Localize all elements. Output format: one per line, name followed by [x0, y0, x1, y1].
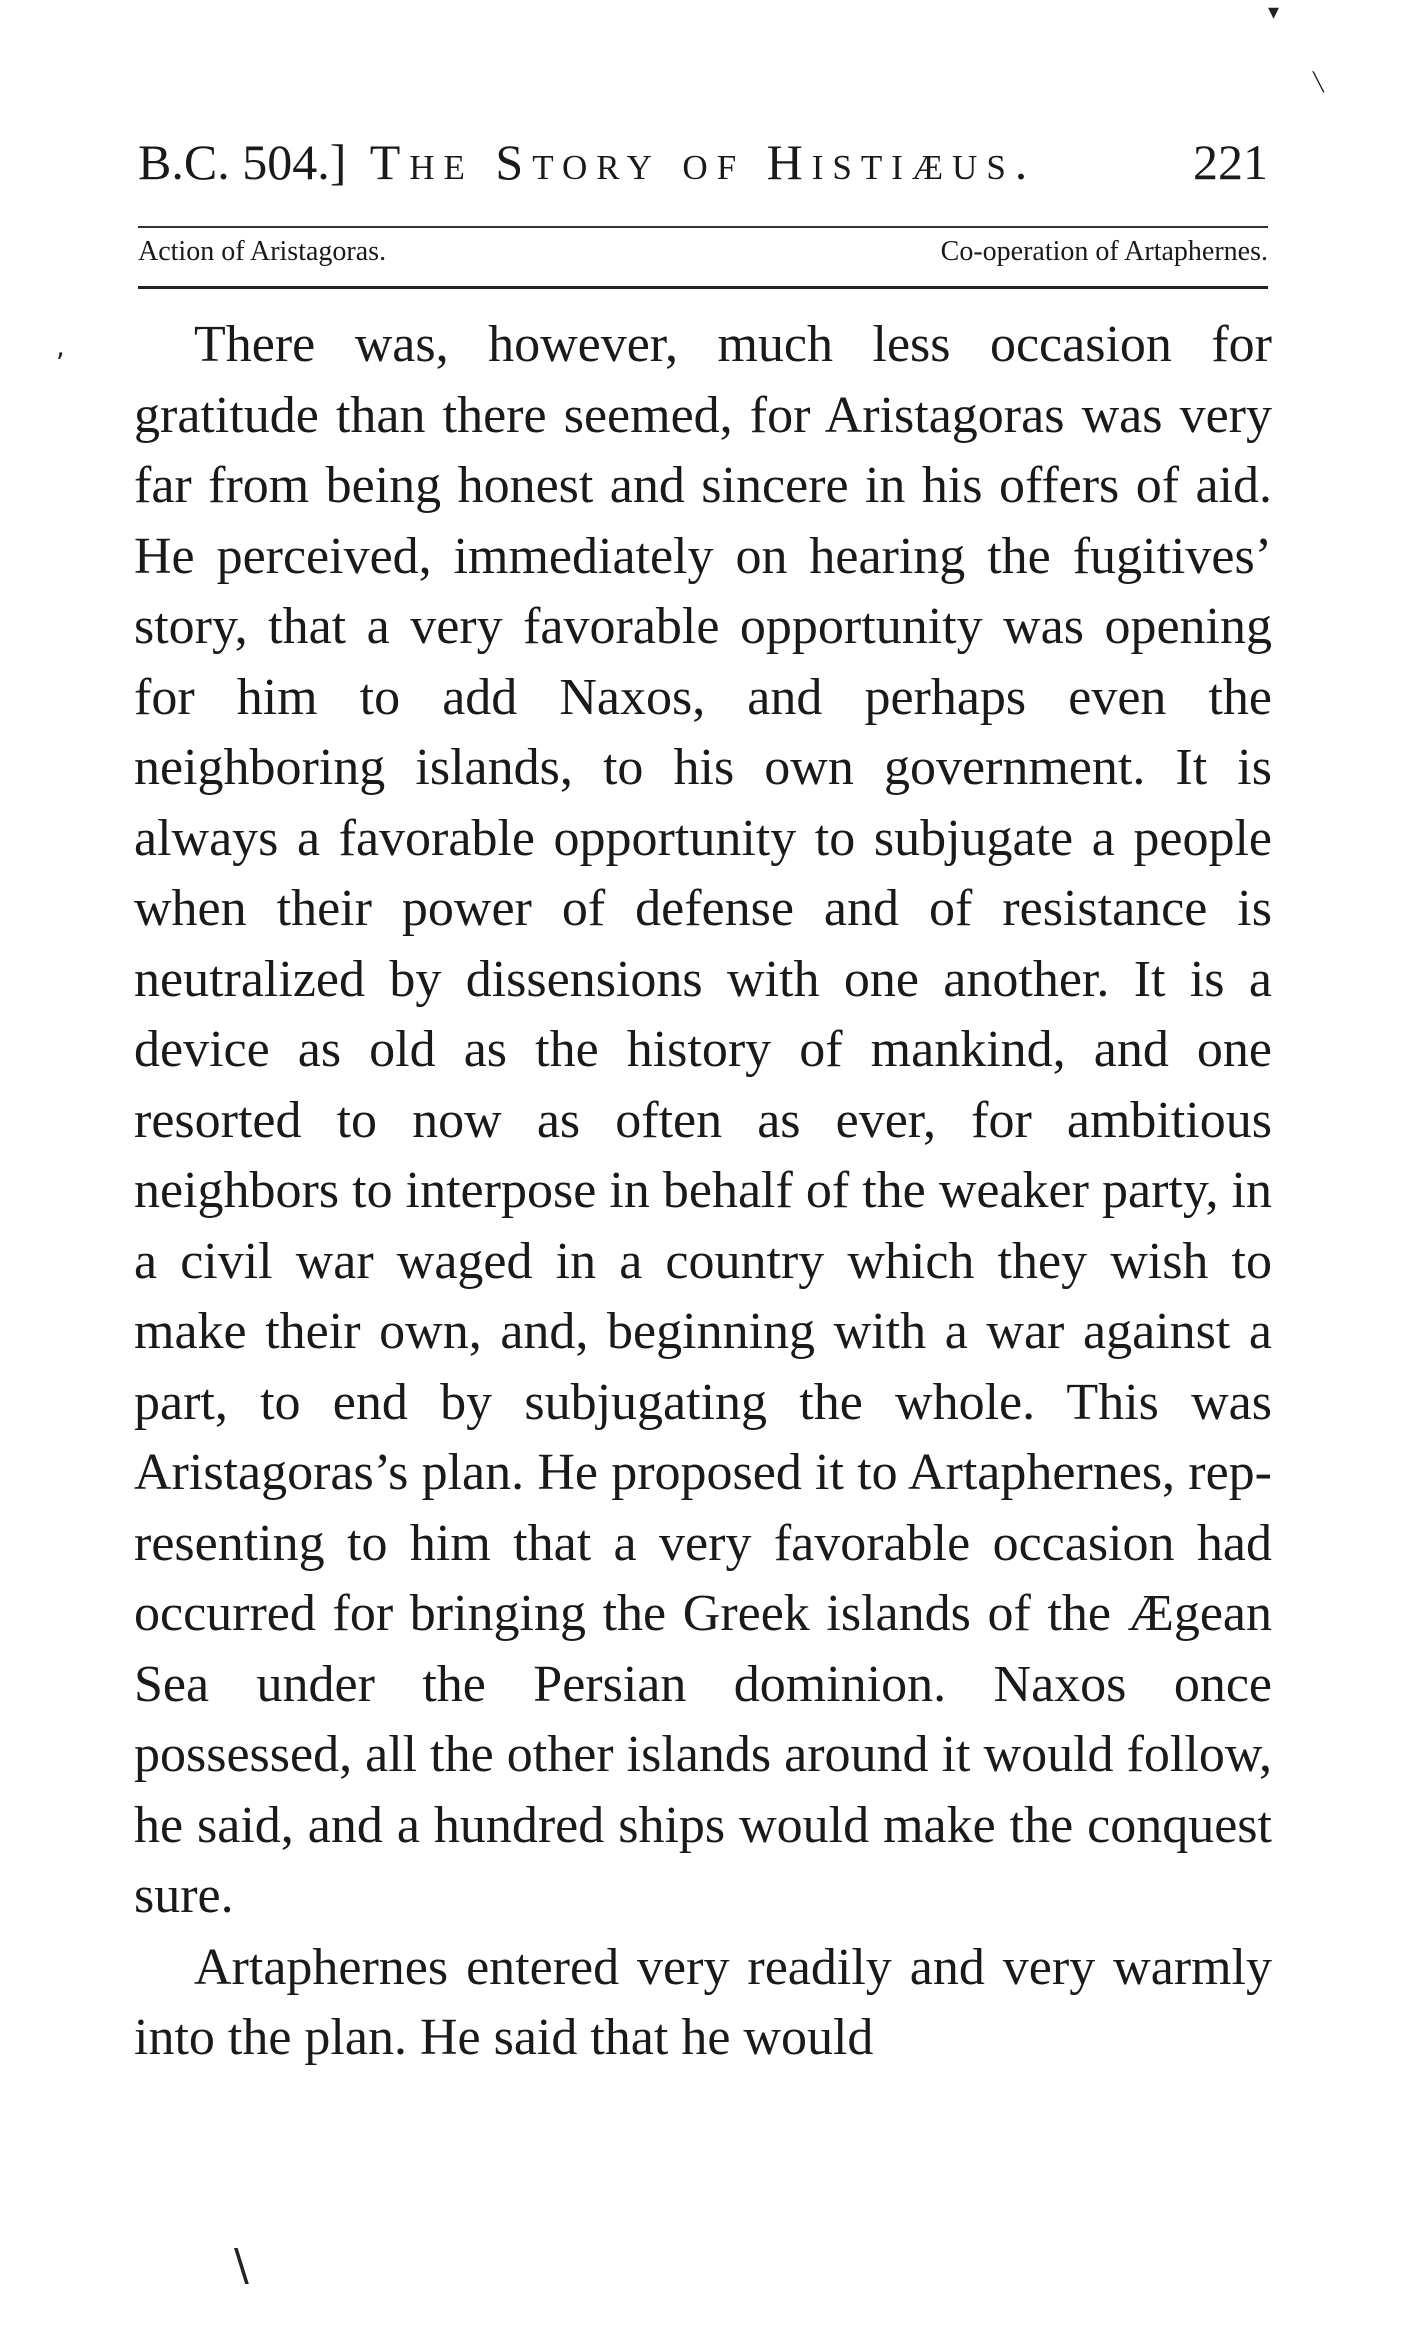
subheader-left: Action of Aristagoras. [138, 236, 387, 267]
body-text [134, 310, 1272, 2074]
header-title: The Story of Histiæus. [369, 134, 1037, 190]
subheader [138, 232, 1268, 272]
paragraph: There was, however, much less occasion for gratitude than there seemed, for Aristagoras was very far from being honest and sincere in his offers of aid. He perceived, immediately on hearing the fugitives’ story, that a very favorable opportunity was opening for him to add Naxos, and perhaps even the neighboring islands, to his own government. It is always a favorable opportunity to subjugate a people when their power of defense and of resistance is neutralized by dissensions with one another. It is a device as old as the history of mankind, and one resorted to now as often as ever, for ambitious neighbors to interpose in behalf of the weaker party, in a civil war waged in a country which they wish to make their own, and, beginning with a war against a part, to end by subjugating the whole. This was Aristagoras’s plan. He proposed it to Artaphernes, representing to him that a very favorable occasion had occurred for bringing the Greek islands of the Ægean Sea under the Persian dominion. Naxos once possessed, all the other islands around it would follow, he said, and a hundred ships would make the conquest sure. [134, 316, 1272, 1924]
subheader-right: Co-operation of Artaphernes. [940, 236, 1268, 267]
paragraph: Artaphernes entered very readily and very warmly into the plan. He said that he would [134, 1938, 1272, 2066]
ink-speck: ▾ [1268, 0, 1280, 25]
header-rule [138, 226, 1268, 228]
ink-speck: ╲ [1313, 72, 1324, 93]
subheader-rule [138, 286, 1268, 289]
header-date: B.C. 504.] [138, 134, 347, 190]
running-head [138, 126, 1268, 198]
ink-speck: \ [234, 2240, 249, 2291]
page-number: 221 [1193, 134, 1268, 190]
ink-speck: , [56, 330, 65, 363]
